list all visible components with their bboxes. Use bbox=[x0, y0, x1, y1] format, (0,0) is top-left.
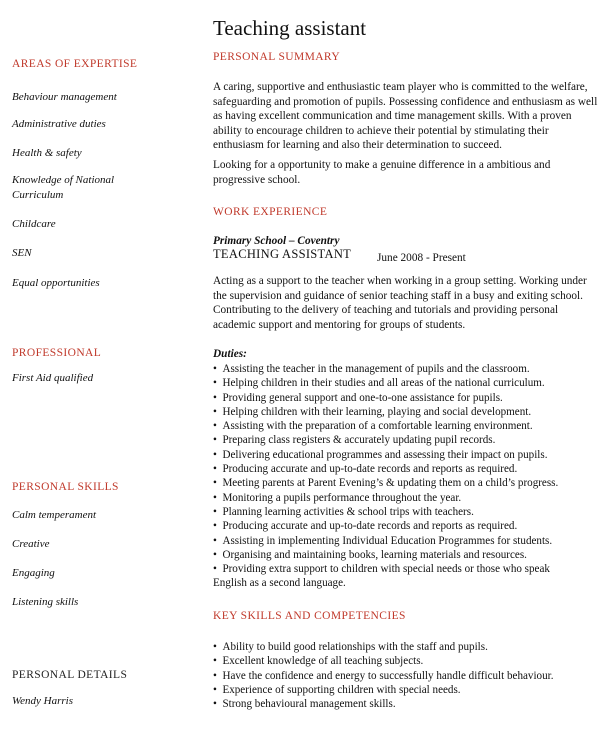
list-item: • Monitoring a pupils performance throughout the year. bbox=[213, 491, 598, 505]
summary-paragraph: A caring, supportive and enthusiastic team player who is committed to the welfare, safeguarding and promotion of pupils. Possessing confidence and enthusiasm as well as having excellent communication and time management skills. With a proven ability to encourage children to achieve their potential by stimulating their enthusiasm for learning and also their determination to succeed. bbox=[213, 81, 598, 151]
duties-list bbox=[213, 362, 598, 591]
personal-skills-heading: PERSONAL SKILLS bbox=[12, 481, 119, 493]
list-item-continuation: English as a second language. bbox=[213, 577, 346, 590]
professional-item: First Aid qualified bbox=[12, 372, 94, 384]
skill-item: Listening skills bbox=[12, 596, 79, 608]
expertise-item: Behaviour management bbox=[12, 91, 117, 103]
skill-item: Calm temperament bbox=[12, 509, 97, 521]
work-experience-heading: WORK EXPERIENCE bbox=[213, 206, 328, 218]
list-item: • Producing accurate and up-to-date records and reports as required. bbox=[213, 462, 598, 476]
skill-item: Engaging bbox=[12, 567, 55, 579]
detail-item: Wendy Harris bbox=[12, 695, 74, 707]
key-skills-list bbox=[213, 640, 598, 711]
key-skills-heading: KEY SKILLS AND COMPETENCIES bbox=[213, 610, 406, 622]
expertise-item: Knowledge of National Curriculum bbox=[12, 174, 115, 201]
list-item: • Have the confidence and energy to successfully handle difficult behaviour. bbox=[213, 669, 598, 683]
professional-heading: PROFESSIONAL bbox=[12, 347, 102, 359]
expertise-item: Childcare bbox=[12, 218, 56, 230]
expertise-item: Health & safety bbox=[12, 147, 82, 159]
personal-summary-heading: PERSONAL SUMMARY bbox=[213, 51, 341, 63]
job-entry bbox=[213, 235, 466, 264]
personal-details-heading: PERSONAL DETAILS bbox=[12, 669, 128, 681]
skill-item: Creative bbox=[12, 538, 50, 550]
list-item: • Ability to build good relationships with the staff and pupils. bbox=[213, 640, 598, 654]
areas-of-expertise-heading: AREAS OF EXPERTISE bbox=[12, 58, 138, 70]
list-item: • Providing general support and one-to-one assistance for pupils. bbox=[213, 391, 598, 405]
summary-paragraph: Looking for a opportunity to make a genuine difference in a ambitious and progressive school. bbox=[213, 159, 551, 186]
expertise-item: Equal opportunities bbox=[12, 277, 100, 289]
expertise-item: Administrative duties bbox=[12, 118, 106, 130]
list-item: • Helping children in their studies and all areas of the national curriculum. bbox=[213, 376, 598, 390]
list-item: • Experience of supporting children with special needs. bbox=[213, 683, 598, 697]
list-item: • Assisting with the preparation of a comfortable learning environment. bbox=[213, 419, 598, 433]
list-item: • Providing extra support to children with special needs or those who speak bbox=[213, 562, 598, 576]
employer: Primary School – Coventry bbox=[213, 235, 340, 247]
expertise-item: SEN bbox=[12, 247, 32, 259]
duties-label: Duties: bbox=[213, 348, 247, 360]
page-title: Teaching assistant bbox=[213, 16, 367, 40]
job-description: Acting as a support to the teacher when working in a group setting. Working under the supervision and guidance of senior teaching staff in a busy and exiting school. Contributing to the delivery of teaching and tutorials and providing personal academic support and mentoring for groups of students. bbox=[213, 275, 587, 331]
list-item: • Delivering educational programmes and assessing their impact on pupils. bbox=[213, 448, 598, 462]
list-item: • Excellent knowledge of all teaching subjects. bbox=[213, 654, 598, 668]
list-item: • Meeting parents at Parent Evening’s & updating them on a child’s progress. bbox=[213, 476, 598, 490]
list-item: • Preparing class registers & accurately updating pupil records. bbox=[213, 433, 598, 447]
job-position: TEACHING ASSISTANT bbox=[213, 247, 352, 261]
list-item: • Assisting the teacher in the management of pupils and the classroom. bbox=[213, 362, 598, 376]
list-item: • Assisting in implementing Individual Education Programmes for students. bbox=[213, 534, 598, 548]
list-item: • Organising and maintaining books, learning materials and resources. bbox=[213, 548, 598, 562]
job-dates: June 2008 - Present bbox=[377, 252, 466, 264]
list-item: • Strong behavioural management skills. bbox=[213, 697, 598, 711]
list-item: • Helping children with their learning, playing and social development. bbox=[213, 405, 598, 419]
list-item: • Planning learning activities & school trips with teachers. bbox=[213, 505, 598, 519]
list-item: • Producing accurate and up-to-date records and reports as required. bbox=[213, 519, 598, 533]
